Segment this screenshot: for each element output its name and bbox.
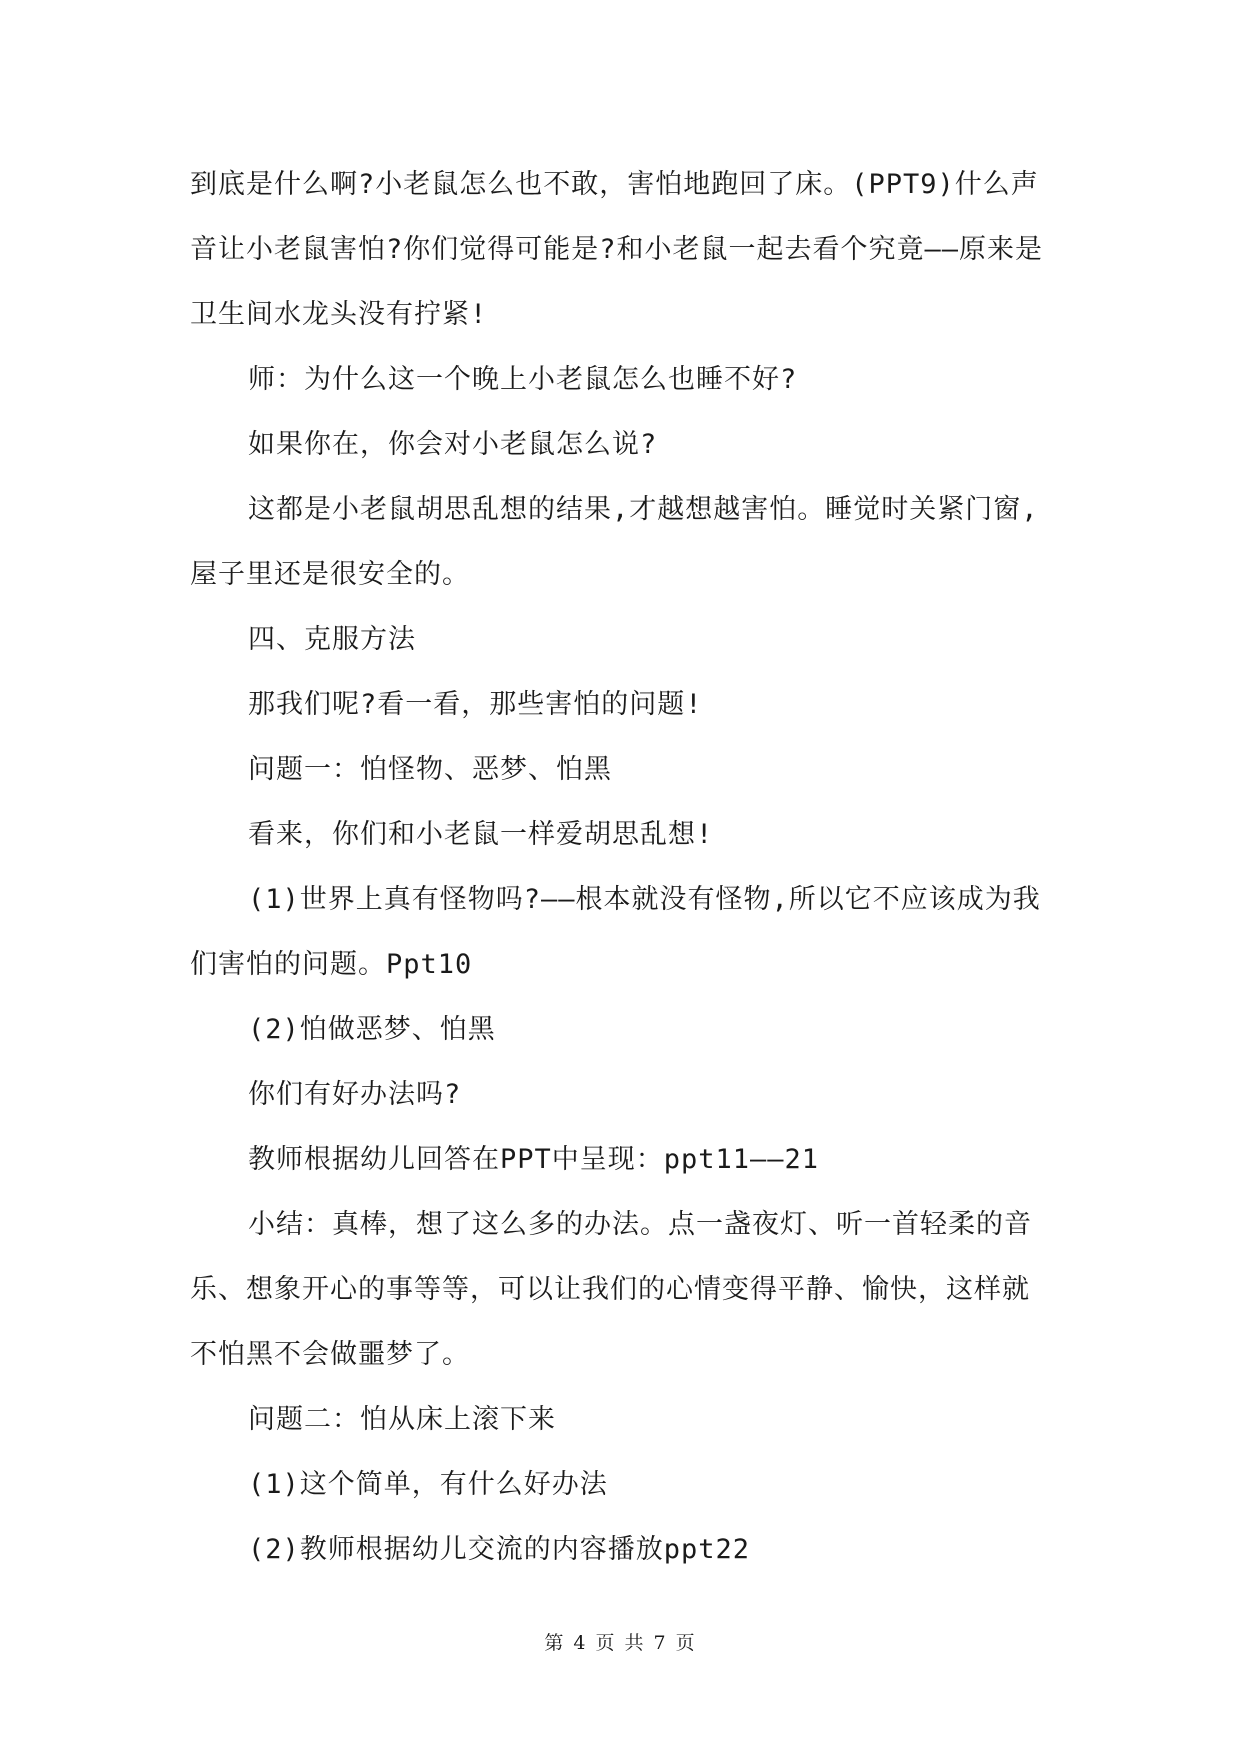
page-number-footer: 第 4 页 共 7 页 bbox=[544, 1632, 697, 1654]
paragraph-1: 到底是什么啊?小老鼠怎么也不敢，害怕地跑回了床。(PPT9)什么声音让小老鼠害怕?你们觉得可能是?和小老鼠一起去看个究竟——原来是卫生间水龙头没有拧紧! bbox=[190, 169, 1044, 330]
paragraph-15: (1)这个简单，有什么好办法 bbox=[248, 1469, 608, 1500]
paragraph-10: (2)怕做恶梦、怕黑 bbox=[248, 1014, 496, 1045]
paragraph-16: (2)教师根据幼儿交流的内容播放ppt22 bbox=[248, 1534, 751, 1565]
paragraph-6: 那我们呢?看一看，那些害怕的问题! bbox=[248, 689, 703, 720]
document-body bbox=[190, 152, 1055, 1582]
question-1-heading: 问题一：怕怪物、恶梦、怕黑 bbox=[248, 754, 612, 785]
paragraph-3: 如果你在，你会对小老鼠怎么说? bbox=[248, 429, 658, 460]
paragraph-8: 看来，你们和小老鼠一样爱胡思乱想! bbox=[248, 819, 714, 850]
section-heading-4: 四、克服方法 bbox=[248, 624, 416, 655]
question-2-heading: 问题二：怕从床上滚下来 bbox=[248, 1404, 556, 1435]
paragraph-4: 这都是小老鼠胡思乱想的结果,才越想越害怕。睡觉时关紧门窗,屋子里还是很安全的。 bbox=[190, 494, 1039, 590]
paragraph-12: 教师根据幼儿回答在PPT中呈现：ppt11——21 bbox=[248, 1144, 820, 1175]
paragraph-11: 你们有好办法吗? bbox=[248, 1079, 462, 1110]
summary-paragraph: 小结：真棒，想了这么多的办法。点一盏夜灯、听一首轻柔的音乐、想象开心的事等等，可以让我们的心情变得平静、愉快，这样就不怕黑不会做噩梦了。 bbox=[190, 1209, 1032, 1370]
paragraph-9: (1)世界上真有怪物吗?——根本就没有怪物,所以它不应该成为我们害怕的问题。Ppt10 bbox=[190, 884, 1041, 980]
paragraph-2: 师：为什么这一个晚上小老鼠怎么也睡不好? bbox=[248, 364, 798, 395]
